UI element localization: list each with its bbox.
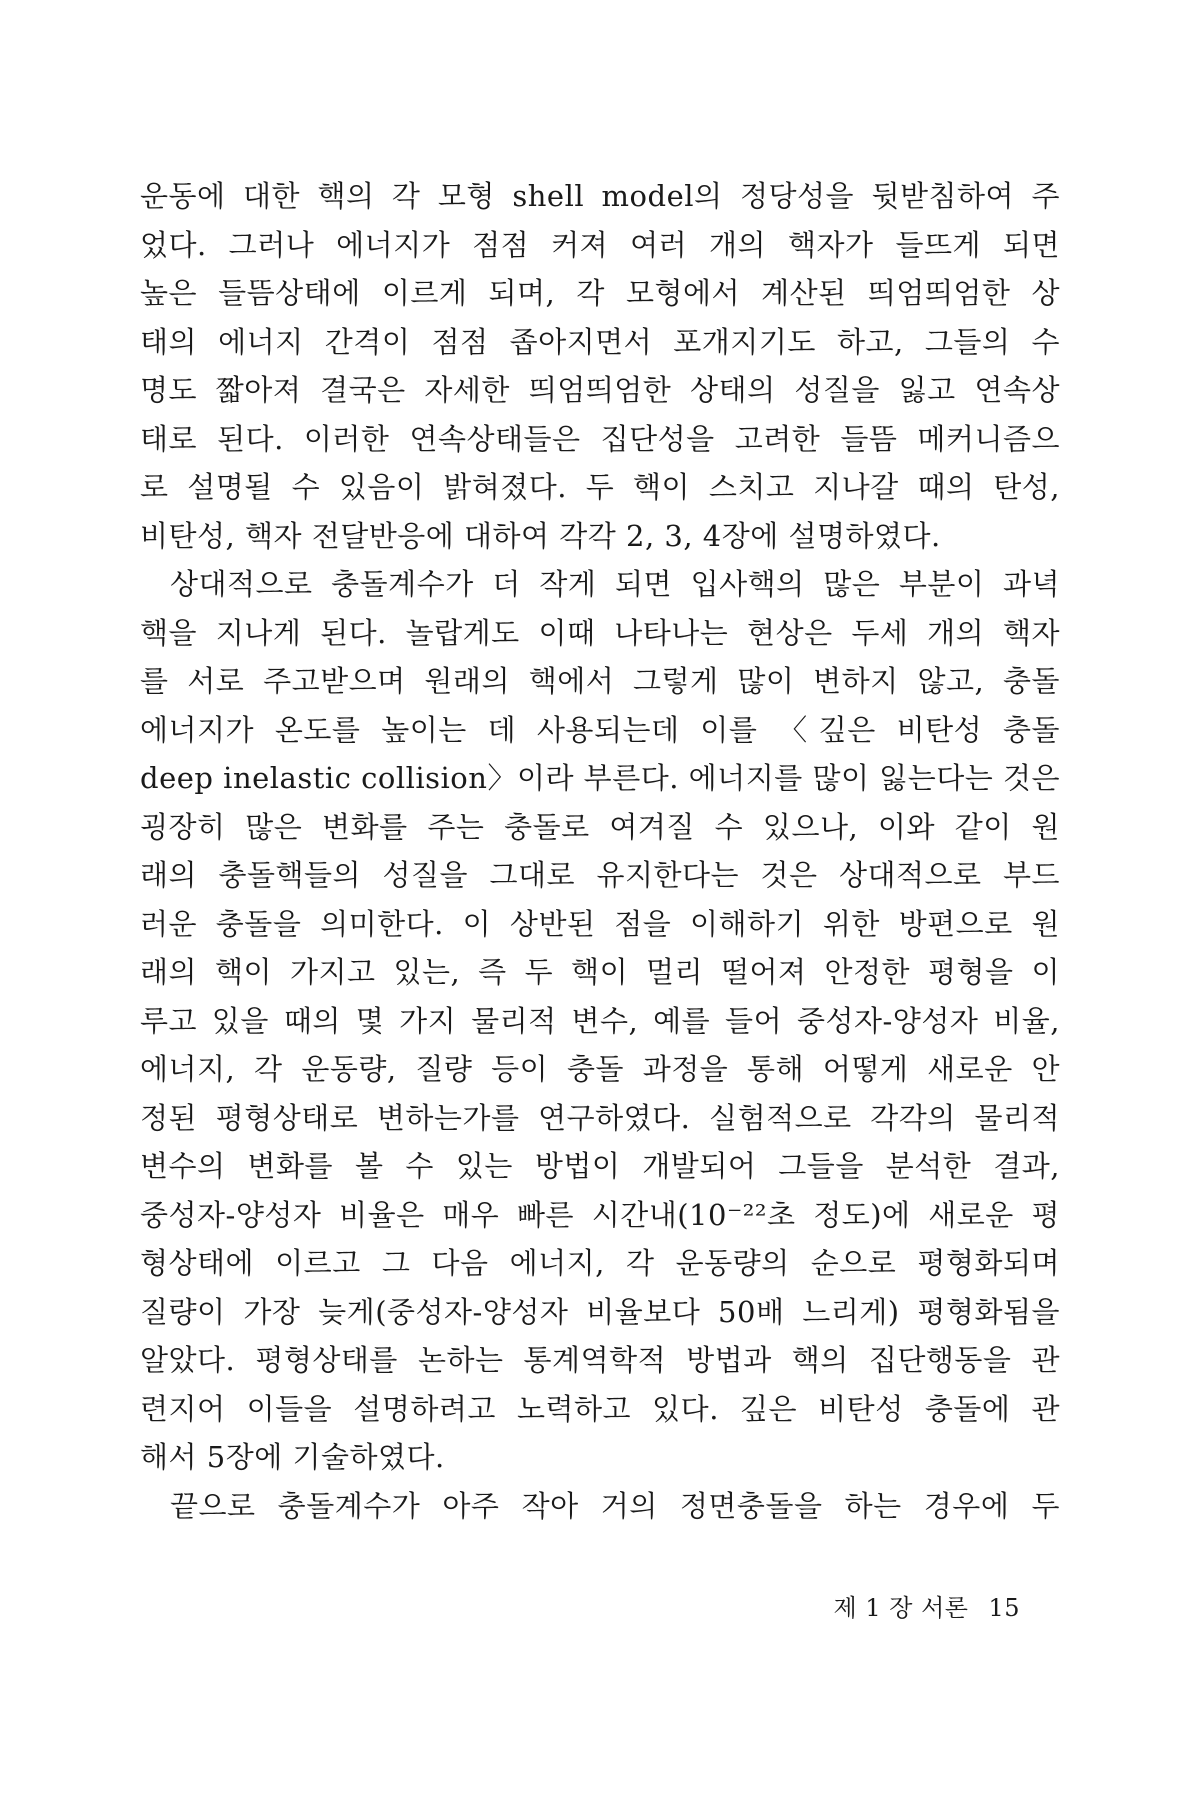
text-line: 형상태에 이르고 그 다음 에너지, 각 운동량의 순으로 평형화되며 — [140, 1246, 1060, 1280]
text-line: 래의 핵이 가지고 있는, 즉 두 핵이 멀리 떨어져 안정한 평형을 이 — [140, 955, 1060, 989]
text-line: 에너지가 온도를 높이는 데 사용되는데 이를 〈깊은 비탄성 충돌 — [140, 712, 1060, 747]
text-line: 질량이 가장 늦게(중성자-양성자 비율보다 50배 느리게) 평형화됨을 — [140, 1294, 1060, 1329]
text-line: 높은 들뜸상태에 이르게 되며, 각 모형에서 계산된 띄엄띄엄한 상 — [140, 276, 1060, 310]
text-line: 굉장히 많은 변화를 주는 충돌로 여겨질 수 있으나, 이와 같이 원 — [140, 809, 1060, 844]
text-line: 러운 충돌을 의미한다. 이 상반된 점을 이해하기 위한 방편으로 원 — [140, 906, 1060, 941]
text-line: 루고 있을 때의 몇 가지 물리적 변수, 예를 들어 중성자-양성자 비율, — [140, 1003, 1060, 1038]
text-line: 명도 짧아져 결국은 자세한 띄엄띄엄한 상태의 성질을 잃고 연속상 — [140, 373, 1060, 407]
text-line: 정된 평형상태로 변하는가를 연구하였다. 실험적으로 각각의 물리적 — [140, 1100, 1060, 1135]
text-line: 상대적으로 충돌계수가 더 작게 되면 입사핵의 많은 부분이 과녁 — [170, 567, 1060, 601]
paragraph — [140, 560, 1060, 1482]
text-line: 중성자-양성자 비율은 매우 빠른 시간내(10⁻²²초 정도)에 새로운 평 — [140, 1197, 1060, 1232]
body-text — [140, 172, 1060, 1530]
text-line: 었다. 그러나 에너지가 점점 커져 여러 개의 핵자가 들뜨게 되면 — [140, 227, 1060, 262]
page-number: 15 — [988, 1594, 1020, 1622]
text-line: 에너지, 각 운동량, 질량 등이 충돌 과정을 통해 어떻게 새로운 안 — [140, 1052, 1060, 1086]
text-line: 핵을 지나게 된다. 놀랍게도 이때 나타나는 현상은 두세 개의 핵자 — [140, 615, 1060, 650]
text-line: 로 설명될 수 있음이 밝혀졌다. 두 핵이 스치고 지나갈 때의 탄성, — [140, 470, 1060, 504]
text-line: 변수의 변화를 볼 수 있는 방법이 개발되어 그들을 분석한 결과, — [140, 1149, 1060, 1183]
paragraph — [140, 172, 1060, 560]
text-line: 알았다. 평형상태를 논하는 통계역학적 방법과 핵의 집단행동을 관 — [140, 1343, 1060, 1377]
page-footer — [834, 1588, 1020, 1623]
text-line: 해서 5장에 기술하였다. — [140, 1440, 445, 1474]
text-line: 운동에 대한 핵의 각 모형 shell model의 정당성을 뒷받침하여 주 — [140, 179, 1060, 213]
text-line: 래의 충돌핵들의 성질을 그대로 유지한다는 것은 상대적으로 부드 — [140, 858, 1060, 892]
text-line: 끝으로 충돌계수가 아주 작아 거의 정면충돌을 하는 경우에 두 — [170, 1488, 1060, 1523]
chapter-title: 제 1 장 서론 — [833, 1594, 969, 1622]
text-line: 비탄성, 핵자 전달반응에 대하여 각각 2, 3, 4장에 설명하였다. — [140, 518, 941, 553]
text-line: 련지어 이들을 설명하려고 노력하고 있다. 깊은 비탄성 충돌에 관 — [140, 1391, 1060, 1426]
text-line: 태로 된다. 이러한 연속상태들은 집단성을 고려한 들뜸 메커니즘으 — [140, 421, 1060, 456]
text-line: 를 서로 주고받으며 원래의 핵에서 그렇게 많이 변하지 않고, 충돌 — [140, 664, 1060, 698]
paragraph — [140, 1482, 1060, 1531]
text-line: 태의 에너지 간격이 점점 좁아지면서 포개지기도 하고, 그들의 수 — [140, 324, 1060, 359]
text-line: deep inelastic collision〉이라 부른다. 에너지를 많이 잃는다는 것은 — [140, 761, 1060, 795]
